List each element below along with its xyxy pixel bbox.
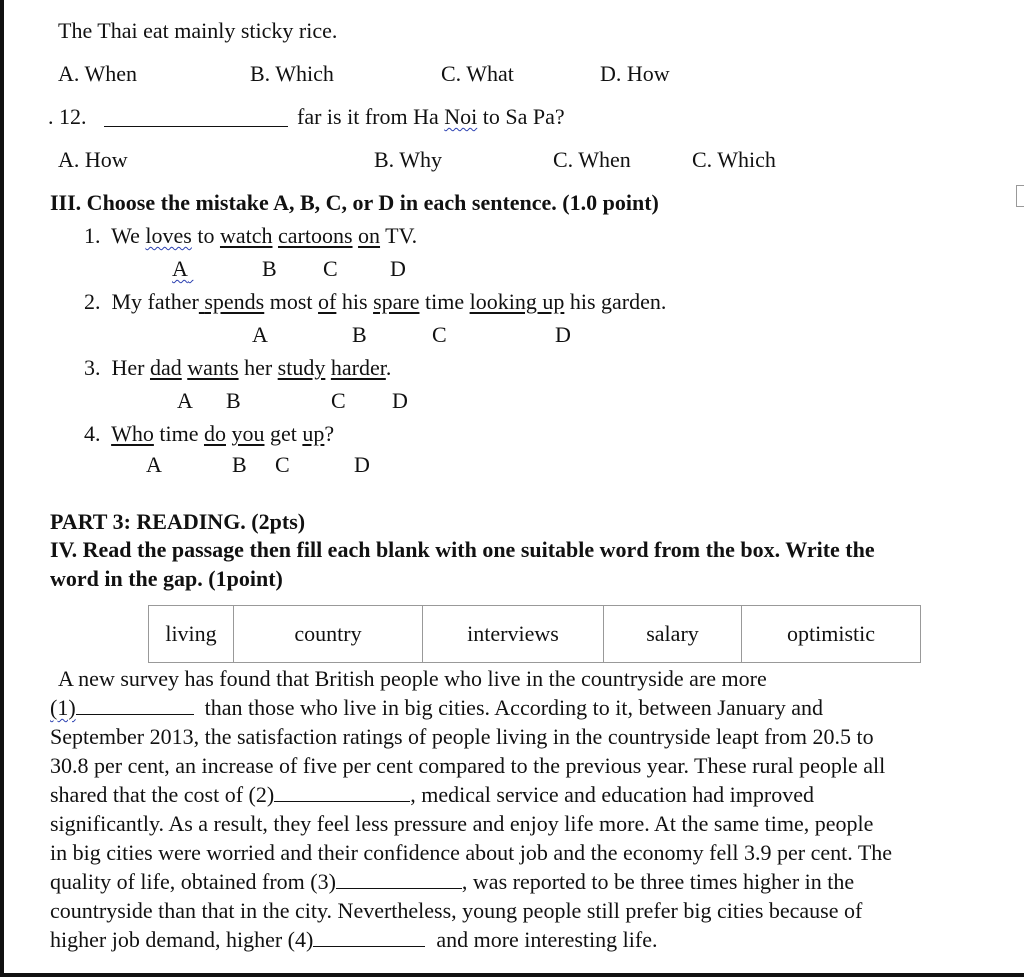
q11-question: The Thai eat mainly sticky rice.	[58, 18, 338, 43]
underlined-word-d: up	[302, 421, 325, 446]
word: get	[269, 421, 297, 446]
word: ?	[324, 421, 335, 446]
word: her	[244, 355, 273, 380]
underlined-word-a: spends	[204, 289, 265, 314]
gap-1-blank	[76, 694, 194, 715]
item3-letter-c: C	[331, 388, 346, 413]
word-box-cell: interviews	[423, 606, 604, 663]
underlined-word-a: Who	[111, 421, 154, 446]
item3-letter-b: B	[226, 388, 241, 413]
passage-text: and more interesting life.	[436, 927, 658, 952]
mistake-item-1	[84, 223, 417, 249]
mistake-item-2	[84, 289, 666, 315]
item1-letter-d: D	[390, 256, 406, 281]
underlined-word-b: do	[203, 421, 226, 446]
item-number: 1.	[84, 223, 101, 248]
item1-letter-a	[172, 256, 248, 282]
q12-option-a: A. How	[58, 147, 128, 172]
passage-line-10	[50, 925, 657, 954]
gap-4-blank	[313, 926, 425, 947]
underlined-word-a: loves	[145, 223, 192, 248]
word: his	[341, 289, 368, 314]
q11-option-a: A. When	[58, 61, 138, 86]
underlined-word-d: looking up	[469, 289, 565, 314]
passage-line-1: A new survey has found that British people who live in the countryside are more	[58, 666, 767, 691]
word: time	[424, 289, 465, 314]
passage-line-2	[50, 693, 823, 722]
word-box-cell: salary	[604, 606, 742, 663]
mistake-item-3	[84, 355, 391, 381]
word: My father	[111, 289, 199, 314]
item-number: 2.	[84, 289, 101, 314]
page-left-border	[0, 0, 4, 977]
q12-question: far is it from Ha Noi to Sa Pa?	[297, 104, 565, 129]
item2-letter-d: D	[555, 322, 571, 347]
item3-letter-a: A	[177, 388, 193, 413]
underlined-word-c: cartoons	[278, 223, 353, 248]
q11-option-c: C. What	[441, 61, 514, 86]
word-box-cell: country	[234, 606, 423, 663]
word: time	[159, 421, 199, 446]
item4-letter-c: C	[275, 452, 290, 477]
passage-text: , was reported to be three times higher in the	[461, 869, 855, 894]
q11-option-b: B. Which	[250, 61, 334, 86]
passage-line-8	[50, 867, 854, 896]
word-box-cell: living	[149, 606, 234, 663]
word: his garden.	[569, 289, 667, 314]
item2-letter-a: A	[252, 322, 268, 347]
item2-letter-c: C	[432, 322, 447, 347]
item1-letter-b: B	[262, 256, 277, 281]
item2-letter-b: B	[352, 322, 367, 347]
item3-letter-d: D	[392, 388, 408, 413]
underlined-word-b: wants	[187, 355, 239, 380]
part3-instruction-line2: word in the gap. (1point)	[50, 566, 283, 591]
passage-text: shared that the cost of (2)	[50, 782, 275, 807]
gap-2-blank	[274, 781, 410, 802]
q12-option-c: C. When	[553, 147, 631, 172]
q12-option-b: B. Why	[374, 147, 443, 172]
underlined-word-b: watch	[219, 223, 273, 248]
passage-line-6: significantly. As a result, they feel less pressure and enjoy life more. At the same time, people	[50, 811, 874, 836]
page-bottom-border	[0, 973, 1024, 977]
passage-text: quality of life, obtained from (3)	[50, 869, 336, 894]
gap-3-blank	[336, 868, 462, 889]
word: most	[269, 289, 313, 314]
word: .	[385, 355, 392, 380]
passage-text: , medical service and education had improved	[410, 782, 814, 807]
mistake-item-4	[84, 421, 334, 447]
passage-text: than those who live in big cities. According to it, between January and	[204, 695, 823, 720]
item4-letter-d: D	[354, 452, 370, 477]
word: Her	[111, 355, 145, 380]
margin-bracket-marker	[1016, 185, 1024, 207]
underlined-word-d: harder	[330, 355, 386, 380]
underlined-word-a: dad	[149, 355, 182, 380]
word-box-cell: optimistic	[742, 606, 921, 663]
part3-title: PART 3: READING. (2pts)	[50, 509, 306, 534]
word: to	[197, 223, 215, 248]
gap-1-number: (1)	[50, 695, 76, 720]
passage-line-9: countryside than that in the city. Nevertheless, young people still prefer big cities because of	[50, 898, 863, 923]
item-number: 3.	[84, 355, 101, 380]
q12-option-d: C. Which	[692, 147, 776, 172]
part3-instruction-line1: IV. Read the passage then fill each blank with one suitable word from the box. Write the	[50, 537, 875, 562]
item-number: 4.	[84, 421, 101, 446]
item4-letter-a: A	[146, 452, 162, 477]
q12-number: . 12.	[48, 104, 87, 129]
word: TV.	[385, 223, 418, 248]
section3-title: III. Choose the mistake A, B, C, or D in each sentence. (1.0 point)	[50, 190, 659, 215]
letter: A	[172, 256, 188, 281]
q11-option-d: D. How	[600, 61, 670, 86]
passage-line-7: in big cities were worried and their confidence about job and the economy fell 3.9 per cent. The	[50, 840, 893, 865]
word: We	[111, 223, 140, 248]
passage-line-5	[50, 780, 814, 809]
item4-letter-b: B	[232, 452, 247, 477]
passage-text: higher job demand, higher (4)	[50, 927, 314, 952]
underlined-word-c: you	[231, 421, 265, 446]
underlined-word-c: study	[277, 355, 326, 380]
q12-blank	[104, 106, 288, 127]
q12-place-word: Noi	[444, 104, 478, 129]
underlined-word-d: on	[358, 223, 381, 248]
item1-letter-c: C	[323, 256, 338, 281]
passage-line-4: 30.8 per cent, an increase of five per cent compared to the previous year. These rural people all	[50, 753, 886, 778]
underlined-word-b: of	[318, 289, 337, 314]
underlined-word-c: spare	[373, 289, 420, 314]
passage-line-3: September 2013, the satisfaction ratings of people living in the countryside leapt from 20.5 to	[50, 724, 874, 749]
word-box	[148, 605, 921, 663]
